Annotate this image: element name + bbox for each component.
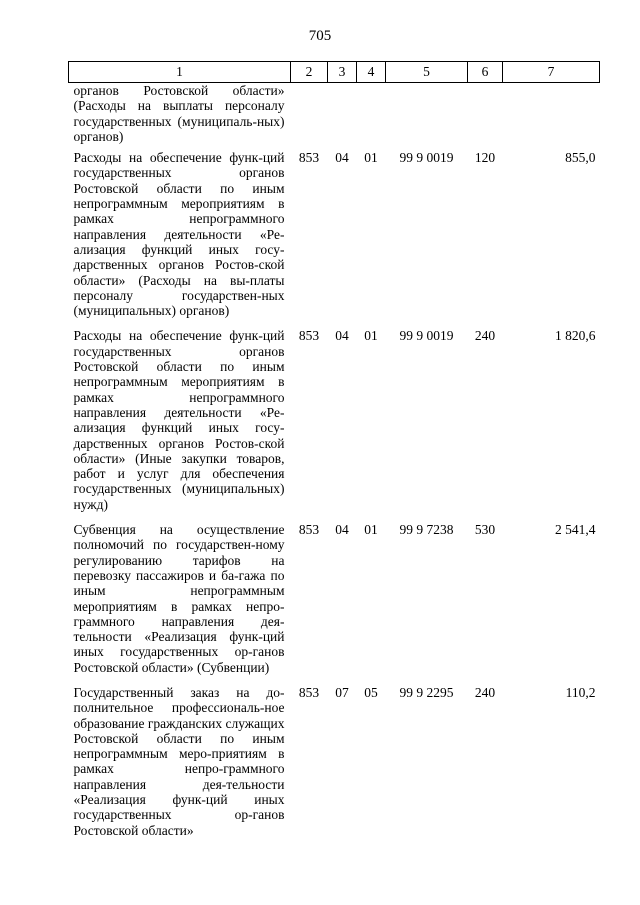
- table-body: [69, 83, 600, 848]
- row-subsection-code: [357, 83, 386, 151]
- row-section-code: 04: [335, 522, 349, 538]
- row-ministry-code: 853: [298, 684, 320, 700]
- row-target-code: 99 9 0019: [399, 328, 454, 344]
- row-amount: 855,0: [565, 150, 596, 166]
- table-row: [69, 328, 600, 522]
- row-expense-type: 530: [474, 522, 496, 538]
- row-section-code: [328, 83, 357, 151]
- header-col-3: 3: [328, 62, 357, 83]
- row-amount: 110,2: [565, 684, 596, 700]
- row-subsection-code: 01: [364, 150, 378, 166]
- row-description: Государственный заказ на до-полнительное профессиональ-ное образование гражданских служащих Ростовской области по иным непрограммным меро-приятиям в рамках непро-граммного направления дея-тельности «Реализация функ-ций иных государственных ор-ганов Ростовской области»: [73, 684, 285, 838]
- row-ministry-code: 853: [298, 150, 320, 166]
- row-expense-type: 240: [474, 328, 496, 344]
- table-row: [69, 150, 600, 328]
- row-section-code: 04: [335, 328, 349, 344]
- row-expense-type: 240: [474, 684, 496, 700]
- header-col-4: 4: [357, 62, 386, 83]
- header-col-6: 6: [468, 62, 503, 83]
- page-number: 705: [308, 28, 332, 44]
- row-description: Расходы на обеспечение функ-ций государственных органов Ростовской области по иным непрограммным мероприятиям в рамках непрограммного направления деятельности «Ре-ализация функций иных госу-дарственных органов Ростов-ской области» (Иные закупки товаров, работ и услуг для обеспечения государственных (муниципальных) нужд): [73, 328, 285, 512]
- row-ministry-code: [291, 83, 328, 151]
- row-subsection-code: 01: [364, 522, 378, 538]
- row-section-code: 07: [335, 684, 349, 700]
- row-description: Расходы на обеспечение функ-ций государственных органов Ростовской области по иным непрограммным мероприятиям в рамках непрограммного направления деятельности «Ре-ализация функций иных госу-дарственных органов Ростов-ской области» (Расходы на вы-платы персоналу государствен-ных (муниципальных) органов): [73, 150, 285, 319]
- row-amount: 1 820,6: [555, 328, 596, 344]
- row-target-code: 99 9 0019: [399, 150, 454, 166]
- table-row: [69, 83, 600, 151]
- row-target-code: 99 9 2295: [399, 684, 454, 700]
- row-ministry-code: 853: [298, 328, 320, 344]
- table-row: [69, 685, 600, 848]
- header-col-5: 5: [386, 62, 468, 83]
- table-row: [69, 522, 600, 685]
- row-expense-type: [468, 83, 503, 151]
- row-target-code: [386, 83, 468, 151]
- header-col-1: 1: [69, 62, 291, 83]
- row-target-code: 99 9 7238: [399, 522, 454, 538]
- row-subsection-code: 01: [364, 328, 378, 344]
- row-ministry-code: 853: [298, 522, 320, 538]
- row-amount: [503, 83, 600, 151]
- row-amount: 2 541,4: [555, 522, 596, 538]
- row-subsection-code: 05: [364, 684, 378, 700]
- header-col-2: 2: [291, 62, 328, 83]
- row-description: органов Ростовской области» (Расходы на выплаты персоналу государственных (муниципаль-ных) органов): [73, 83, 285, 144]
- row-section-code: 04: [335, 150, 349, 166]
- budget-table: [68, 61, 600, 848]
- header-col-7: 7: [503, 62, 600, 83]
- row-expense-type: 120: [474, 150, 496, 166]
- table-header-row: [69, 62, 600, 83]
- row-description: Субвенция на осуществление полномочий по государствен-ному регулированию тарифов на перевозку пассажиров и ба-гажа по иным непрограммным мероприятиям в рамках непро-граммного направления дея-тельности «Реализация функ-ций иных государственных ор-ганов Ростовской области» (Субвенции): [73, 522, 285, 675]
- table-header: [69, 62, 600, 83]
